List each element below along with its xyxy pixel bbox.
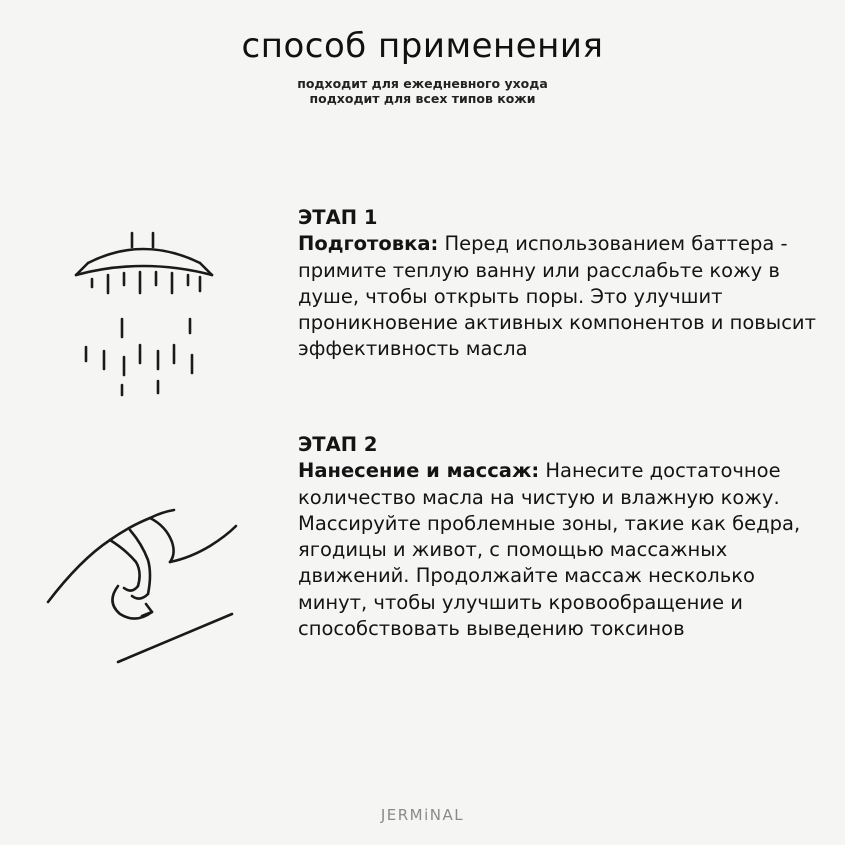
step-2-text: Нанесите достаточное количество масла на чистую и влажную кожу. Массируйте проблемные зоны, такие как бедра, ягодицы и живот, с помощью массажных движений. Продолжайте массаж несколько минут, чтобы улучшить кровообращение и способствовать выведению токсинов	[298, 459, 801, 641]
brand-logo: JERMiNAL	[380, 806, 465, 824]
step-2-heading: ЭТАП 2	[298, 433, 378, 456]
massage-hand-icon	[40, 490, 250, 680]
step-1-label: Подготовка:	[298, 232, 439, 256]
step-2-block	[298, 432, 818, 642]
step-1-block	[298, 205, 818, 363]
step-1-heading: ЭТАП 1	[298, 206, 378, 229]
page-title: способ применения	[241, 26, 604, 66]
step-2-label: Нанесение и массаж:	[298, 459, 540, 483]
shower-icon	[40, 195, 240, 425]
subtitle-daily-care: подходит для ежедневного ухода	[297, 76, 548, 91]
step-1-text: Перед использованием баттера - примите теплую ванну или расслабьте кожу в душе, чтобы открыть поры. Это улучшит проникновение активных компонентов и повысит эффективность масла	[298, 232, 816, 361]
subtitle-skin-types: подходит для всех типов кожи	[309, 91, 536, 106]
